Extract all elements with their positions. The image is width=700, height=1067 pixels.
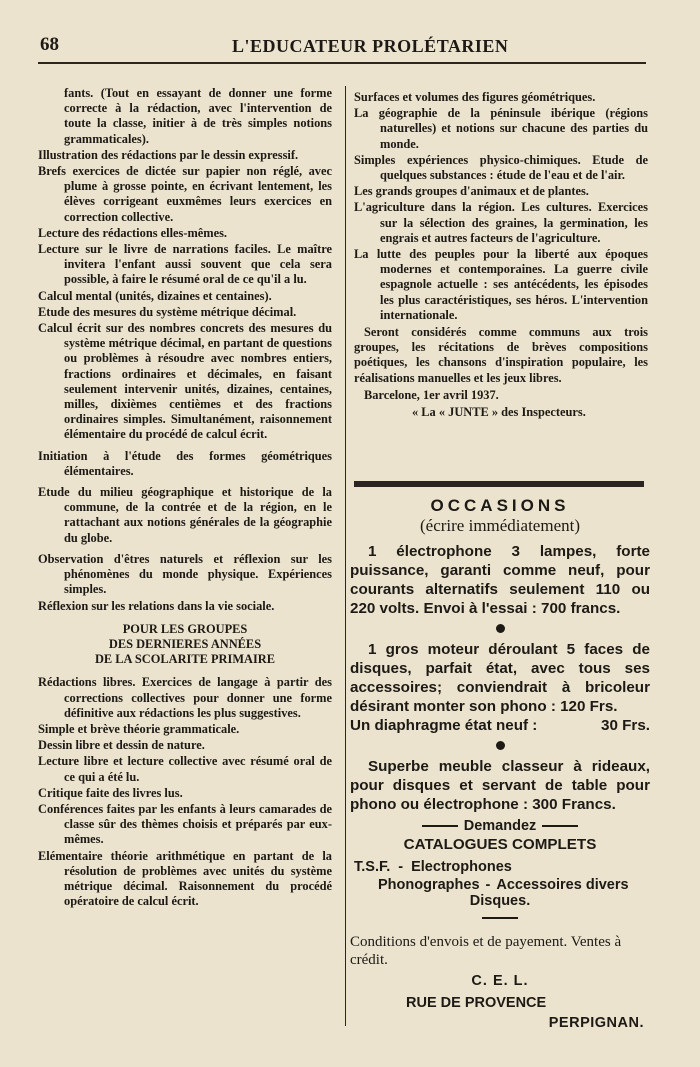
page-number: 68 bbox=[40, 34, 59, 55]
paragraph: Lecture des rédactions elles-mêmes. bbox=[38, 225, 228, 240]
header-rule bbox=[38, 62, 646, 64]
paragraph: Etude des mesures du système métrique décimal. bbox=[38, 304, 297, 319]
bullet bbox=[350, 737, 650, 755]
ad-title: OCCASIONS bbox=[430, 496, 570, 515]
dash-icon bbox=[542, 825, 578, 827]
paragraph: Calcul mental (unités, dizaines et centaines). bbox=[38, 288, 272, 303]
dateline: Barcelone, 1er avril 1937. bbox=[364, 387, 499, 402]
bullet-icon bbox=[496, 741, 505, 750]
paragraph: Elémentaire théorie arithmétique en partant de la résolution de problèmes avec unités du système métrique décimal. Raisonnement du procédé opératoire de calcul écrit. bbox=[38, 848, 332, 909]
paragraph: Lecture libre et lecture collective avec résumé oral de ce qui a été lu. bbox=[38, 754, 332, 784]
paragraph: Etude du milieu géographique et historique de la commune, de la contrée et de la région, en le rattachant aux notions générales de la géographie du globe. bbox=[38, 485, 332, 545]
advertisement bbox=[350, 496, 650, 1031]
closing-note: Seront considérés comme communs aux trois groupes, les récitations de brèves compositions poétiques, les chansons d'inspiration populaire, les réalisations manuelles et les jeux libres. bbox=[354, 325, 648, 385]
paragraph: Les grands groupes d'animaux et de plantes. bbox=[354, 184, 589, 199]
ad-top-rule bbox=[354, 481, 644, 487]
dash-icon bbox=[422, 825, 458, 827]
paragraph: Simples expériences physico-chimiques. Etude de quelques substances : étude de l'eau et de l'air. bbox=[354, 152, 648, 183]
paragraph: Simple et brève théorie grammaticale. bbox=[38, 721, 240, 736]
paragraph: Surfaces et volumes des figures géométriques. bbox=[354, 90, 596, 104]
paragraph: Observation d'êtres naturels et réflexion sur les phénomènes du monde physique. Expériences simples. bbox=[38, 551, 332, 597]
ad-item-electrophone: 1 électrophone 3 lampes, forte puissance, garanti comme neuf, pour courants alternatifs seulement 110 ou 220 volts. Envoi à l'essai : 700 francs. bbox=[350, 543, 650, 617]
paragraph: Illustration des rédactions par le dessin expressif. bbox=[38, 147, 299, 162]
paragraph: Conférences faites par les enfants à leurs camarades de classe sûr des thèmes choisis et préparés par eux-mêmes. bbox=[38, 801, 332, 847]
right-column bbox=[354, 90, 648, 420]
paragraph: Réflexion sur les relations dans la vie sociale. bbox=[38, 598, 275, 613]
signature: « La « JUNTE » des Inspecteurs. bbox=[412, 405, 586, 420]
paragraph: Critique faite des livres lus. bbox=[38, 785, 183, 800]
bullet bbox=[350, 620, 650, 638]
address-street: RUE DE PROVENCE bbox=[406, 994, 547, 1011]
journal-title: L'EDUCATEUR PROLÉTARIEN bbox=[232, 36, 509, 56]
paragraph: Lecture sur le livre de narrations faciles. Le maître invitera l'enfant aussi souvent que cela sera possible, à faire le résumé oral de ce qu'il a lu. bbox=[38, 242, 332, 287]
paragraph: Initiation à l'étude des formes géométriques élémentaires. bbox=[38, 448, 332, 478]
section-title: POUR LES GROUPES DES DERNIERES ANNÉES DE LA SCOLARITE PRIMAIRE bbox=[94, 621, 276, 667]
ad-item-meuble: Superbe meuble classeur à rideaux, pour disques et servant de table pour phono ou électrophone : 300 Francs. bbox=[350, 758, 650, 813]
conditions-text: Conditions d'envois et de payement. Ventes à crédit. bbox=[350, 933, 622, 968]
product-line-1: T.S.F. - Electrophones bbox=[354, 859, 512, 875]
demand-line: Demandez bbox=[350, 818, 650, 834]
address-city: PERPIGNAN. bbox=[548, 1014, 644, 1031]
ad-item-diaphragme: Un diaphragme état neuf : 30 Frs. bbox=[350, 717, 650, 734]
ad-subtitle: (écrire immédiatement) bbox=[420, 516, 580, 535]
column-divider bbox=[345, 86, 346, 1026]
paragraph: Calcul écrit sur des nombres concrets des mesures du système métrique décimal, en partant de questions ou problèmes à résoudre avec nombres entiers, fractions ordinaires et décimales, en faisant seulement intervenir unités, dizaines, centaines, milles, dixièmes centièmes et des fractions ordinaires simples. Simultanément, raisonnement élémentaire du procédé de calcul écrit. bbox=[38, 321, 332, 442]
left-column bbox=[38, 86, 332, 910]
paragraph: Brefs exercices de dictée sur papier non réglé, avec plume à grosse pointe, en écrivant lentement, les élèves corrigeant euxmêmes leurs exercices en correction collective. bbox=[38, 164, 332, 224]
page-header bbox=[40, 34, 660, 64]
paragraph: fants. (Tout en essayant de donner une forme correcte à la rédaction, avec l'intervention de toute la classe, initier à de très simples notions grammaticales). bbox=[64, 86, 332, 146]
short-rule bbox=[482, 917, 518, 919]
product-line-3: Disques. bbox=[469, 893, 531, 909]
catalogues-heading: CATALOGUES COMPLETS bbox=[403, 836, 597, 853]
bullet-icon bbox=[496, 624, 505, 633]
product-line-2: Phonographes - Accessoires divers bbox=[378, 877, 629, 893]
company-name: C. E. L. bbox=[471, 972, 529, 989]
paragraph: La lutte des peuples pour la liberté aux époques modernes et contemporaines. La guerre civile espagnole actuelle : ses antécédents, les épisodes les plus caractéristiques, ses héros. L'intervention internationale. bbox=[354, 247, 648, 322]
paragraph: La géographie de la péninsule ibérique (régions naturelles) et notions sur chacune des parties du monde. bbox=[354, 106, 648, 151]
paragraph: Rédactions libres. Exercices de langage à partir des corrections collectives pour donner une forme définitive aux rédactions les plus suggestives. bbox=[38, 675, 332, 720]
paragraph: L'agriculture dans la région. Les cultures. Exercices sur la sélection des graines, la germination, les engrais et autres facteurs de l'agriculture. bbox=[354, 200, 648, 245]
paragraph: Dessin libre et dessin de nature. bbox=[38, 738, 205, 753]
ad-item-moteur: 1 gros moteur déroulant 5 faces de disques, parfait état, avec tous ses accessoires; conviendrait à bricoleur désirant monter son phono : 120 Frs. bbox=[350, 641, 650, 715]
